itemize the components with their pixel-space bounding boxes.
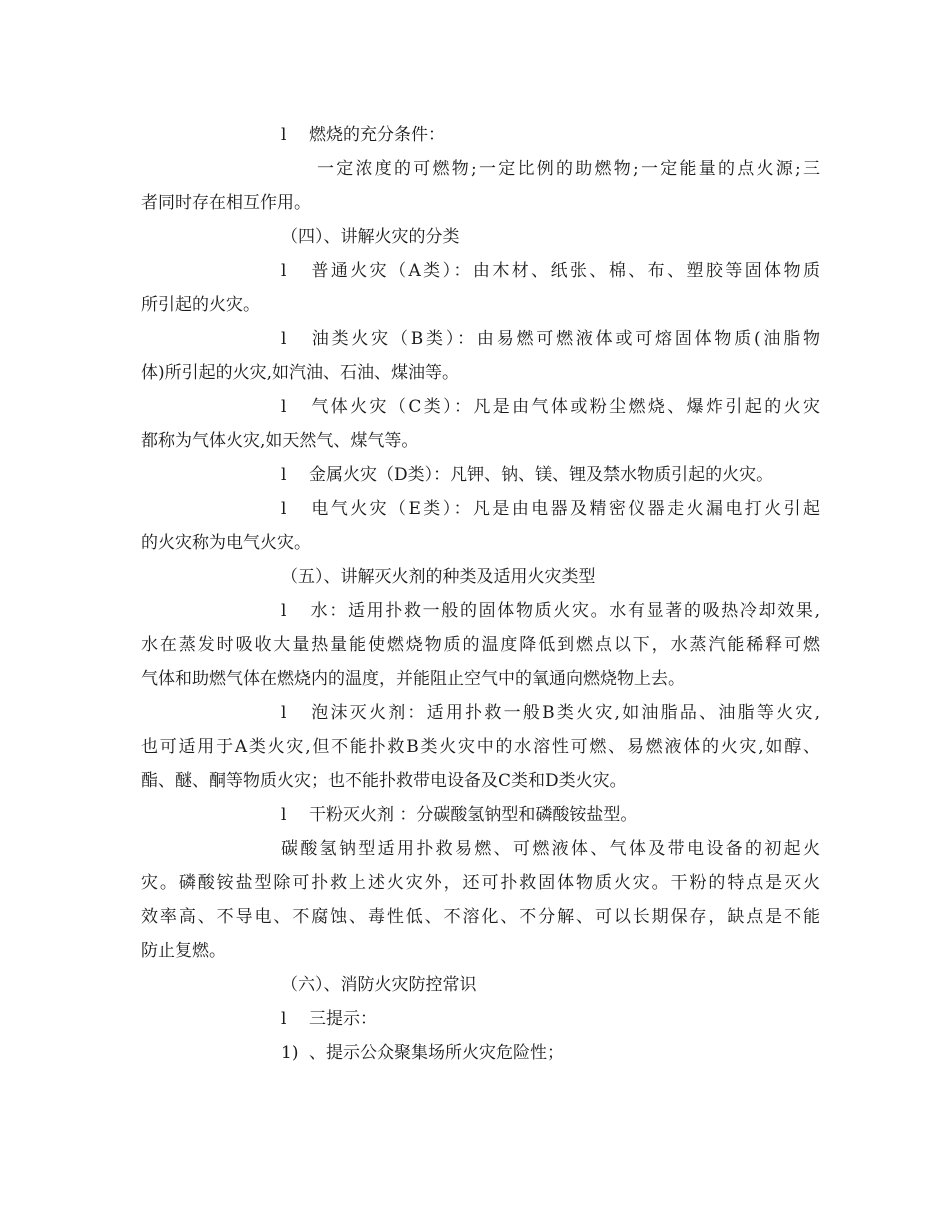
fire-class-a-text: 普通火灾（A类）：由木材、纸张、棉、布、塑胶等固体物质	[309, 261, 820, 281]
bullet-marker: l	[281, 1009, 287, 1029]
bullet-marker: l	[281, 329, 287, 349]
water-text: 水：适用扑救一般的固体物质火灾。水有显著的吸热冷却效果,	[309, 601, 820, 621]
fire-class-d-text: 金属火灾（D类）：凡钾、钠、镁、锂及禁水物质引起的火灾。	[309, 465, 774, 485]
fire-class-a-line-1	[141, 254, 820, 288]
powder-line-1	[141, 798, 820, 832]
bullet-marker: l	[281, 125, 287, 145]
fire-class-e-line-2: 的火灾称为电气火灾。	[141, 533, 311, 553]
section-6-title: （六）、消防火灾防控常识	[281, 975, 477, 995]
water-line-3: 气体和助燃气体在燃烧内的温度，并能阻止空气中的氧通向燃烧物上去。	[141, 669, 685, 689]
powder-paragraph-line-1: 碳酸氢钠型适用扑救易燃、可燃液体、气体及带电设备的初起火	[281, 839, 820, 859]
powder-paragraph-line-2: 灾。磷酸铵盐型除可扑救上述火灾外，还可扑救固体物质火灾。干粉的特点是灭火	[141, 873, 820, 893]
bullet-marker: l	[281, 703, 287, 723]
foam-line-2: 也可适用于A类火灾,但不能扑救B类火灾中的水溶性可燃、易燃液体的火灾,如醇、	[141, 737, 820, 757]
tip-1	[141, 1036, 820, 1070]
foam-line-1	[141, 696, 820, 730]
bullet-marker: l	[281, 261, 287, 281]
fire-class-e-line-1	[141, 492, 820, 526]
fire-class-b-text: 油类火灾（B类）：由易燃可燃液体或可熔固体物质(油脂物	[309, 329, 820, 349]
fire-class-c-line-1	[141, 390, 820, 424]
bullet-marker: l	[281, 805, 287, 825]
combustion-conditions-heading	[141, 118, 820, 152]
bullet-marker: l	[281, 499, 287, 519]
fire-class-b-line-1	[141, 322, 820, 356]
fire-class-b-line-2: 体)所引起的火灾,如汽油、石油、煤油等。	[141, 363, 460, 383]
foam-text: 泡沫灭火剂：适用扑救一般B类火灾,如油脂品、油脂等火灾,	[309, 703, 820, 723]
fire-class-a-line-2: 所引起的火灾。	[141, 295, 260, 315]
water-line-2: 水在蒸发时吸收大量热量能使燃烧物质的温度降低到燃点以下，水蒸汽能稀释可燃	[141, 635, 820, 655]
fire-class-c-line-2: 都称为气体火灾,如天然气、煤气等。	[141, 431, 419, 451]
water-line-1	[141, 594, 820, 628]
bullet-marker: l	[281, 397, 287, 417]
fire-class-c-text: 气体火灾（C类）：凡是由气体或粉尘燃烧、爆炸引起的火灾	[309, 397, 820, 417]
foam-line-3: 酯、醚、酮等物质火灾；也不能扑救带电设备及C类和D类火灾。	[141, 771, 627, 791]
powder-paragraph-line-4: 防止复燃。	[141, 941, 226, 961]
tips-heading	[141, 1002, 820, 1036]
bullet-marker: l	[281, 465, 287, 485]
fire-class-e-text: 电气火灾（E类）：凡是由电器及精密仪器走火漏电打火引起	[309, 499, 820, 519]
tip-1-text: 、提示公众聚集场所火灾危险性；	[309, 1043, 564, 1063]
bullet-marker: l	[281, 601, 287, 621]
section-5-title: （五）、讲解灭火剂的种类及适用火灾类型	[281, 567, 596, 587]
powder-paragraph-line-3: 效率高、不导电、不腐蚀、毒性低、不溶化、不分解、可以长期保存，缺点是不能	[141, 907, 820, 927]
fire-class-d-line-1	[141, 458, 820, 492]
combustion-conditions-title: 燃烧的充分条件：	[309, 125, 445, 145]
combustion-conditions-text-1: 一定浓度的可燃物;一定比例的助燃物;一定能量的点火源;三	[317, 159, 820, 179]
combustion-conditions-text-2: 者同时存在相互作用。	[141, 193, 311, 213]
tips-title: 三提示：	[309, 1009, 377, 1029]
section-4-title: （四）、讲解火灾的分类	[281, 227, 460, 247]
powder-text: 干粉灭火剂 ：分碳酸氢钠型和磷酸铵盐型。	[309, 805, 638, 825]
tip-1-number: 1)	[281, 1043, 299, 1063]
